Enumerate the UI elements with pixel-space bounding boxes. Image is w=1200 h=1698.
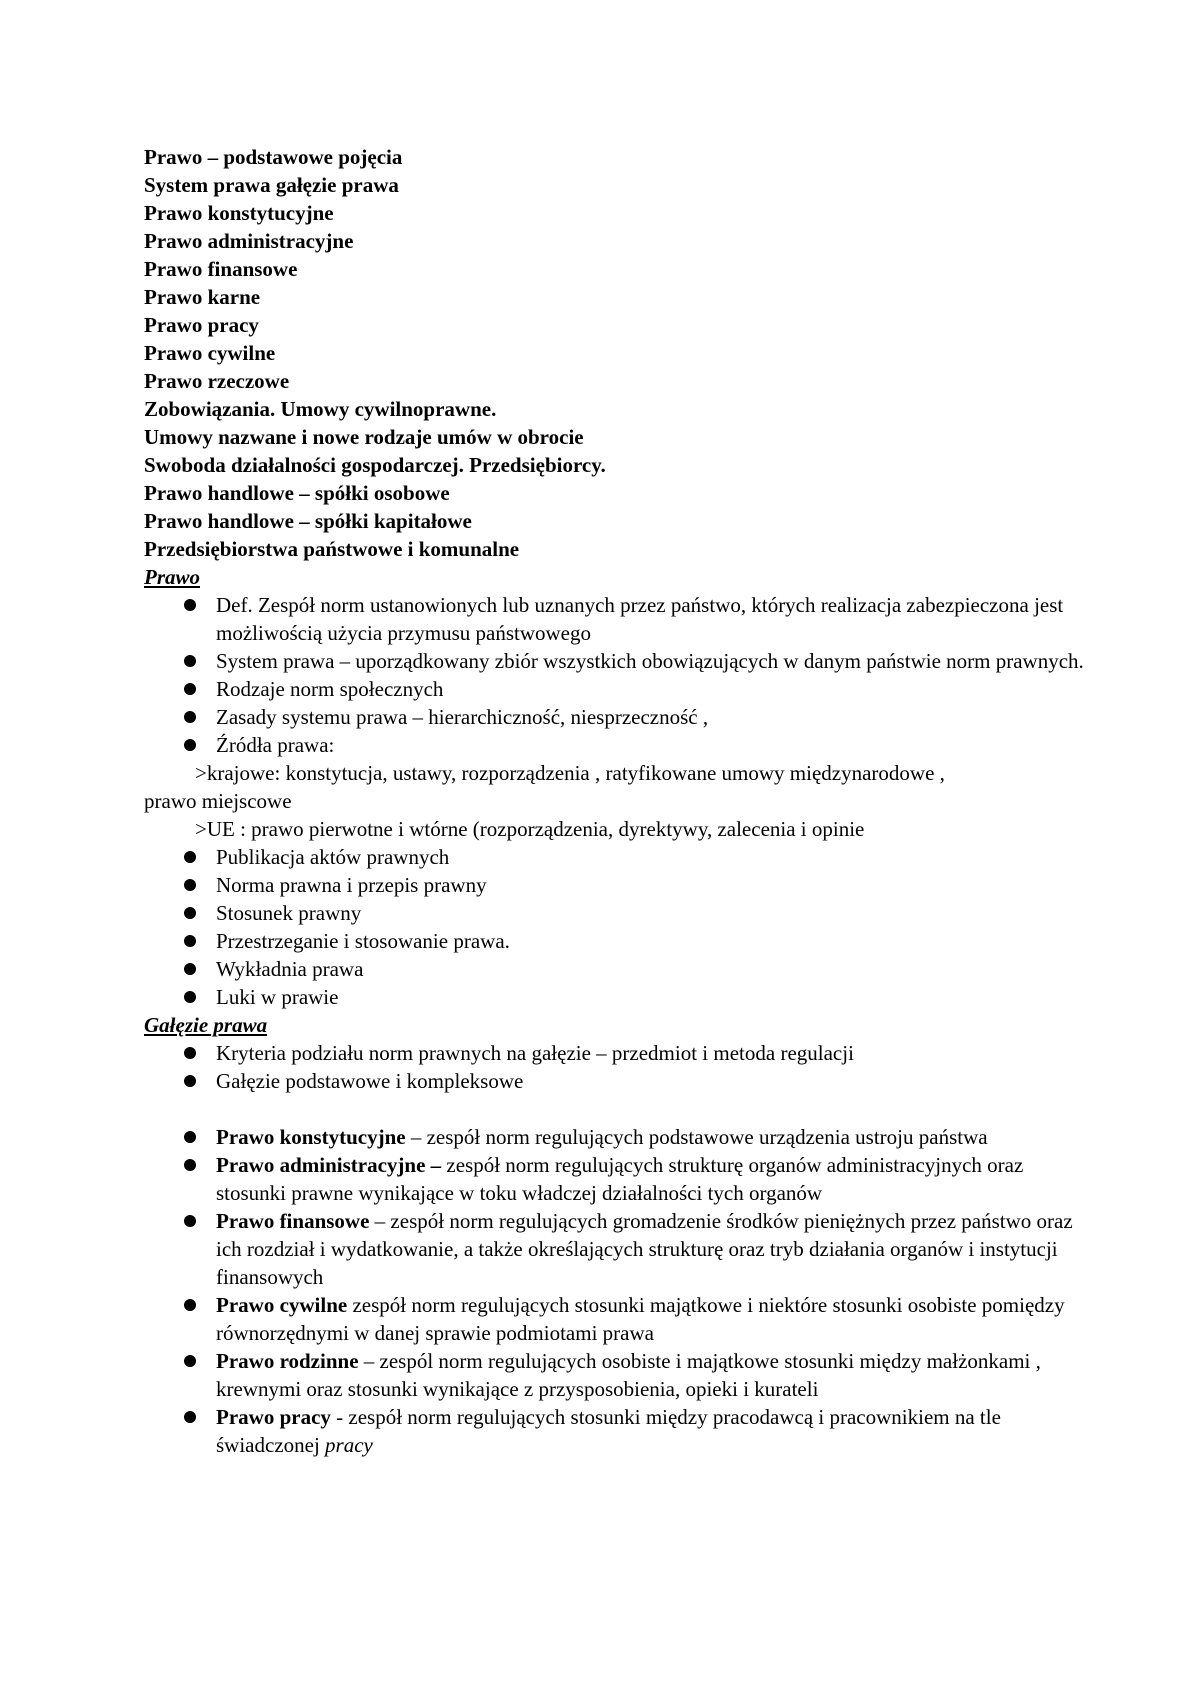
definition-item (144, 1403, 1084, 1459)
document-page (144, 143, 1084, 1459)
definition-tail: pracy (325, 1433, 373, 1457)
definition-term: Prawo administracyjne – (216, 1153, 442, 1177)
list-item-text: Stosunek prawny (216, 901, 362, 925)
toc-line: Prawo – podstawowe pojęcia (144, 145, 403, 169)
bullet-icon (184, 963, 196, 975)
definitions-list (144, 1123, 1084, 1459)
bullet-icon (184, 1355, 196, 1367)
toc-line: Swoboda działalności gospodarczej. Przedsiębiorcy. (144, 453, 606, 477)
prawo-list (144, 591, 1084, 759)
toc-line: Prawo pracy (144, 313, 259, 337)
definition-item (144, 1151, 1084, 1207)
toc-line: Przedsiębiorstwa państwowe i komunalne (144, 537, 520, 561)
definition-item (144, 1347, 1084, 1403)
list-item-text: Rodzaje norm społecznych (216, 677, 444, 701)
toc-line: Prawo administracyjne (144, 229, 354, 253)
definition-text: – zespół norm regulujących gromadzenie środków pieniężnych przez państwo oraz ich rozdział i wydatkowanie, a także określających strukturę oraz tryb działania organów i instytucji finansowych (216, 1209, 1073, 1289)
list-item (144, 591, 1084, 647)
definition-text: zespół norm regulujących stosunki majątkowe i niektóre stosunki osobiste pomiędzy równorzędnymi w danej sprawie podmiotami prawa (216, 1293, 1065, 1345)
list-item (144, 1067, 1084, 1095)
toc-line: Prawo finansowe (144, 257, 298, 281)
definition-text: zespół norm regulujących strukturę organów administracyjnych oraz stosunki prawne wynikające w toku władczej działalności tych organów (216, 1153, 1024, 1205)
bullet-icon (184, 907, 196, 919)
toc-line: Prawo handlowe – spółki osobowe (144, 481, 450, 505)
bullet-icon (184, 1075, 196, 1087)
section-heading-galezie: Gałęzie prawa (144, 1013, 268, 1037)
bullet-icon (184, 1299, 196, 1311)
list-item-text: Przestrzeganie i stosowanie prawa. (216, 929, 510, 953)
toc-line: Umowy nazwane i nowe rodzaje umów w obrocie (144, 425, 584, 449)
bullet-icon (184, 1411, 196, 1423)
bullet-icon (184, 1159, 196, 1171)
list-item (144, 703, 1084, 731)
list-item-text: Kryteria podziału norm prawnych na gałęzie – przedmiot i metoda regulacji (216, 1041, 854, 1065)
list-item-text: Zasady systemu prawa – hierarchiczność, niesprzeczność , (216, 705, 709, 729)
list-item-text: Publikacja aktów prawnych (216, 845, 450, 869)
sources-krajowe-cont: prawo miejscowe (144, 789, 292, 813)
bullet-icon (184, 655, 196, 667)
list-item-text: System prawa – uporządkowany zbiór wszystkich obowiązujących w danym państwie norm prawnych. (216, 649, 1084, 673)
galezie-list (144, 1039, 1084, 1095)
list-item (144, 675, 1084, 703)
definition-term: Prawo finansowe (216, 1209, 370, 1233)
sources-ue: >UE : prawo pierwotne i wtórne (rozporządzenia, dyrektywy, zalecenia i opinie (195, 817, 865, 841)
definition-text: – zespól norm regulujących osobiste i majątkowe stosunki między małżonkami , krewnymi oraz stosunki wynikające z przysposobienia, opieki i kurateli (216, 1349, 1041, 1401)
sources-krajowe: >krajowe: konstytucja, ustawy, rozporządzenia , ratyfikowane umowy międzynarodowe , (195, 761, 945, 785)
definition-term: Prawo rodzinne (216, 1349, 359, 1373)
bullet-icon (184, 1047, 196, 1059)
bullet-icon (184, 935, 196, 947)
definition-term: Prawo pracy (216, 1405, 331, 1429)
list-item (144, 927, 1084, 955)
blank-line (144, 1095, 1084, 1123)
definition-item (144, 1207, 1084, 1291)
list-item-text: Źródła prawa: (216, 733, 335, 757)
bullet-icon (184, 1131, 196, 1143)
bullet-icon (184, 1215, 196, 1227)
list-item (144, 647, 1084, 675)
toc-line: Prawo handlowe – spółki kapitałowe (144, 509, 472, 533)
bullet-icon (184, 711, 196, 723)
list-item (144, 1039, 1084, 1067)
list-item-text: Wykładnia prawa (216, 957, 364, 981)
toc-line: Prawo konstytucyjne (144, 201, 334, 225)
bullet-icon (184, 879, 196, 891)
prawo-list-2 (144, 843, 1084, 1011)
bullet-icon (184, 851, 196, 863)
definition-term: Prawo cywilne (216, 1293, 348, 1317)
bullet-icon (184, 683, 196, 695)
list-item (144, 731, 1084, 759)
toc-line: Prawo rzeczowe (144, 369, 290, 393)
list-item (144, 899, 1084, 927)
toc-line: Zobowiązania. Umowy cywilnoprawne. (144, 397, 497, 421)
list-item (144, 983, 1084, 1011)
definition-item (144, 1123, 1084, 1151)
list-item-text: Luki w prawie (216, 985, 339, 1009)
section-heading-prawo: Prawo (144, 565, 201, 589)
table-of-contents (144, 143, 1084, 563)
list-item (144, 955, 1084, 983)
bullet-icon (184, 739, 196, 751)
definition-text: – zespół norm regulujących podstawowe urządzenia ustroju państwa (405, 1125, 988, 1149)
list-item-text: Gałęzie podstawowe i kompleksowe (216, 1069, 524, 1093)
list-item-text: Def. Zespół norm ustanowionych lub uznanych przez państwo, których realizacja zabezpieczona jest możliwością użycia przymusu państwowego (216, 593, 1064, 645)
bullet-icon (184, 991, 196, 1003)
bullet-icon (184, 599, 196, 611)
list-item-text: Norma prawna i przepis prawny (216, 873, 487, 897)
list-item (144, 843, 1084, 871)
definition-item (144, 1291, 1084, 1347)
toc-line: Prawo karne (144, 285, 261, 309)
definition-term: Prawo konstytucyjne (216, 1125, 406, 1149)
list-item (144, 871, 1084, 899)
toc-line: System prawa gałęzie prawa (144, 173, 399, 197)
definition-text: - zespół norm regulujących stosunki między pracodawcą i pracownikiem na tle świadczonej (216, 1405, 1001, 1457)
toc-line: Prawo cywilne (144, 341, 276, 365)
